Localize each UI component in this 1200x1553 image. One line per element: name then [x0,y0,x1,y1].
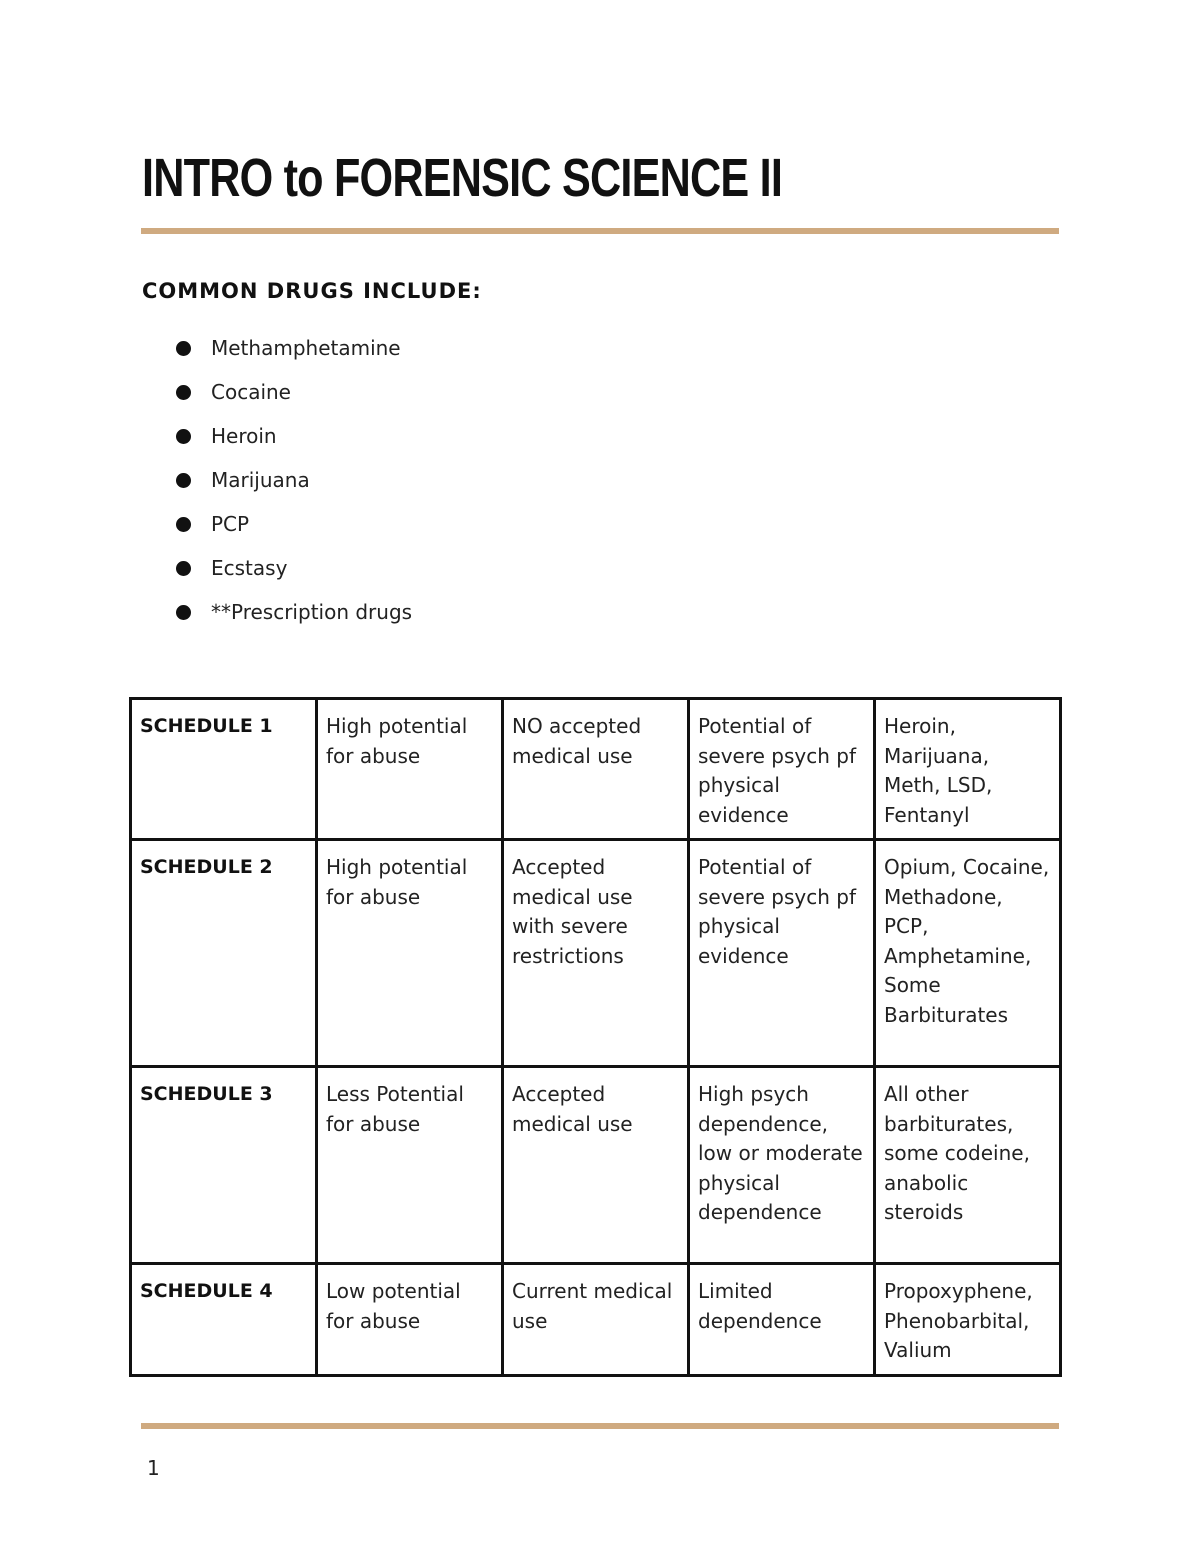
list-item [176,546,412,590]
page-title: INTRO to FORENSIC SCIENCE II [142,148,783,208]
list-item [176,502,412,546]
medical-use-cell: Accepted medical use with severe restrictions [503,840,689,1067]
list-item [176,370,412,414]
schedule-cell: SCHEDULE 4 [131,1264,317,1376]
examples-cell: Heroin, Marijuana, Meth, LSD, Fentanyl [875,699,1061,840]
abuse-potential-cell: Less Potential for abuse [317,1067,503,1264]
drug-name: Cocaine [211,380,291,404]
drug-name: Ecstasy [211,556,288,580]
list-item [176,458,412,502]
bullet-icon [176,429,191,444]
examples-cell: Opium, Cocaine, Methadone, PCP, Amphetamine, Some Barbiturates [875,840,1061,1067]
bullet-icon [176,385,191,400]
dependence-cell: Potential of severe psych pf physical evidence [689,840,875,1067]
schedule-cell: SCHEDULE 1 [131,699,317,840]
drug-schedule-table [129,697,1062,1377]
drug-list [176,326,412,634]
medical-use-cell: Current medical use [503,1264,689,1376]
section-heading: COMMON DRUGS INCLUDE: [142,279,482,303]
medical-use-cell: Accepted medical use [503,1067,689,1264]
footer-divider [141,1423,1059,1429]
table-row [131,1264,1061,1376]
examples-cell: All other barbiturates, some codeine, anabolic steroids [875,1067,1061,1264]
header-divider [141,228,1059,234]
abuse-potential-cell: Low potential for abuse [317,1264,503,1376]
table-row [131,840,1061,1067]
drug-name: Heroin [211,424,277,448]
drug-name: Methamphetamine [211,336,401,360]
list-item [176,326,412,370]
drug-name: **Prescription drugs [211,600,413,624]
bullet-icon [176,341,191,356]
bullet-icon [176,473,191,488]
bullet-icon [176,561,191,576]
abuse-potential-cell: High potential for abuse [317,699,503,840]
drug-name: PCP [211,512,250,536]
list-item [176,590,412,634]
examples-cell: Propoxyphene, Phenobarbital, Valium [875,1264,1061,1376]
dependence-cell: Limited dependence [689,1264,875,1376]
schedule-cell: SCHEDULE 2 [131,840,317,1067]
table-row [131,699,1061,840]
dependence-cell: High psych dependence, low or moderate physical dependence [689,1067,875,1264]
schedule-cell: SCHEDULE 3 [131,1067,317,1264]
medical-use-cell: NO accepted medical use [503,699,689,840]
abuse-potential-cell: High potential for abuse [317,840,503,1067]
drug-name: Marijuana [211,468,310,492]
bullet-icon [176,605,191,620]
table-row [131,1067,1061,1264]
page-number: 1 [147,1456,160,1480]
bullet-icon [176,517,191,532]
list-item [176,414,412,458]
dependence-cell: Potential of severe psych pf physical evidence [689,699,875,840]
